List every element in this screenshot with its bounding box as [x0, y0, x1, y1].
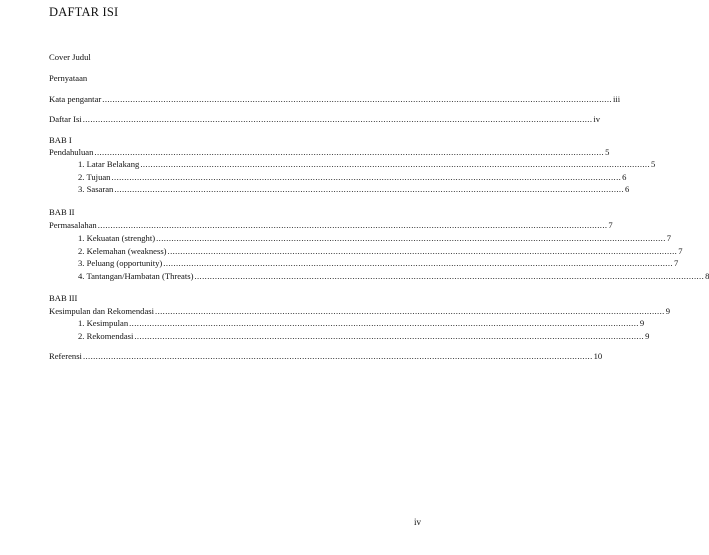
dot-leader: ........................................................................................................................................................................................................ — [156, 233, 666, 243]
toc-label: Pendahuluan — [49, 147, 94, 157]
toc-page: 6 — [625, 184, 630, 194]
dot-leader: ........................................................................................................................................................................................................ — [155, 306, 665, 316]
toc-entry-rekomendasi — [78, 330, 650, 342]
toc-entry-tantangan — [78, 270, 709, 282]
dot-leader: ........................................................................................................................................................................................................ — [102, 94, 612, 104]
toc-page: 8 — [705, 271, 709, 281]
toc-label: 2. Rekomendasi — [78, 331, 134, 341]
toc-page: 9 — [639, 318, 645, 328]
toc-entry-pendahuluan — [49, 146, 610, 158]
dot-leader: ........................................................................................................................................................................................................ — [82, 351, 593, 361]
toc-page: 7 — [673, 258, 679, 268]
toc-entry-kesimpulan-rekomendasi — [49, 305, 670, 317]
toc-label: Kata pengantar — [49, 94, 102, 104]
page-title: DAFTAR ISI — [49, 5, 119, 19]
bab-1-heading: BAB I — [49, 135, 72, 145]
toc-label: 4. Tantangan/Hambatan (Threats) — [78, 271, 194, 281]
toc-page: 7 — [608, 220, 613, 230]
dot-leader: ........................................................................................................................................................................................................ — [114, 184, 625, 194]
toc-label: 2. Kelemahan (weakness) — [78, 246, 167, 256]
toc-label: Daftar Isi — [49, 114, 82, 124]
toc-entry-tujuan — [78, 171, 627, 183]
toc-page: 6 — [622, 172, 627, 182]
dot-leader: ........................................................................................................................................................................................................ — [167, 246, 678, 256]
page-number: iv — [414, 517, 422, 527]
dot-leader: ........................................................................................................................................................................................................ — [163, 258, 673, 268]
toc-page: 9 — [665, 306, 670, 316]
bab-2-heading: BAB II — [49, 207, 75, 217]
toc-entry-referensi — [49, 350, 603, 362]
toc-label: 2. Tujuan — [78, 172, 111, 182]
toc-label: Permasalahan — [49, 220, 97, 230]
toc-page: iii — [612, 94, 621, 104]
toc-entry-kelemahan — [78, 245, 683, 257]
toc-entry-kesimpulan — [78, 317, 645, 329]
pernyataan-entry: Pernyataan — [49, 73, 88, 83]
toc-page: 10 — [593, 351, 603, 361]
dot-leader: ........................................................................................................................................................................................................ — [82, 114, 593, 124]
toc-page: 7 — [678, 246, 683, 256]
bab-3-heading: BAB III — [49, 293, 78, 303]
toc-page: 7 — [666, 233, 672, 243]
toc-entry-kata-pengantar — [49, 93, 621, 105]
cover-judul-entry: Cover Judul — [49, 52, 91, 62]
dot-leader: ........................................................................................................................................................................................................ — [97, 220, 608, 230]
toc-entry-latar-belakang — [78, 158, 656, 170]
toc-label: 3. Sasaran — [78, 184, 114, 194]
toc-label: Referensi — [49, 351, 82, 361]
toc-page: 9 — [645, 331, 650, 341]
toc-label: 1. Latar Belakang — [78, 159, 140, 169]
toc-label: 1. Kekuatan (strenght) — [78, 233, 156, 243]
toc-label: Kesimpulan dan Rekomendasi — [49, 306, 155, 316]
toc-page: 5 — [651, 159, 656, 169]
dot-leader: ........................................................................................................................................................................................................ — [94, 147, 605, 157]
toc-entry-sasaran — [78, 183, 630, 195]
toc-entry-kekuatan — [78, 232, 672, 244]
dot-leader: ........................................................................................................................................................................................................ — [194, 271, 705, 281]
toc-entry-peluang — [78, 257, 679, 269]
toc-entry-daftar-isi — [49, 113, 601, 125]
dot-leader: ........................................................................................................................................................................................................ — [140, 159, 651, 169]
toc-entry-permasalahan — [49, 219, 613, 231]
toc-page: iv — [593, 114, 601, 124]
dot-leader: ........................................................................................................................................................................................................ — [134, 331, 645, 341]
toc-label: 3. Peluang (opportunity) — [78, 258, 163, 268]
dot-leader: ........................................................................................................................................................................................................ — [111, 172, 622, 182]
toc-page: 5 — [605, 147, 610, 157]
dot-leader: ........................................................................................................................................................................................................ — [129, 318, 639, 328]
toc-label: 1. Kesimpulan — [78, 318, 129, 328]
